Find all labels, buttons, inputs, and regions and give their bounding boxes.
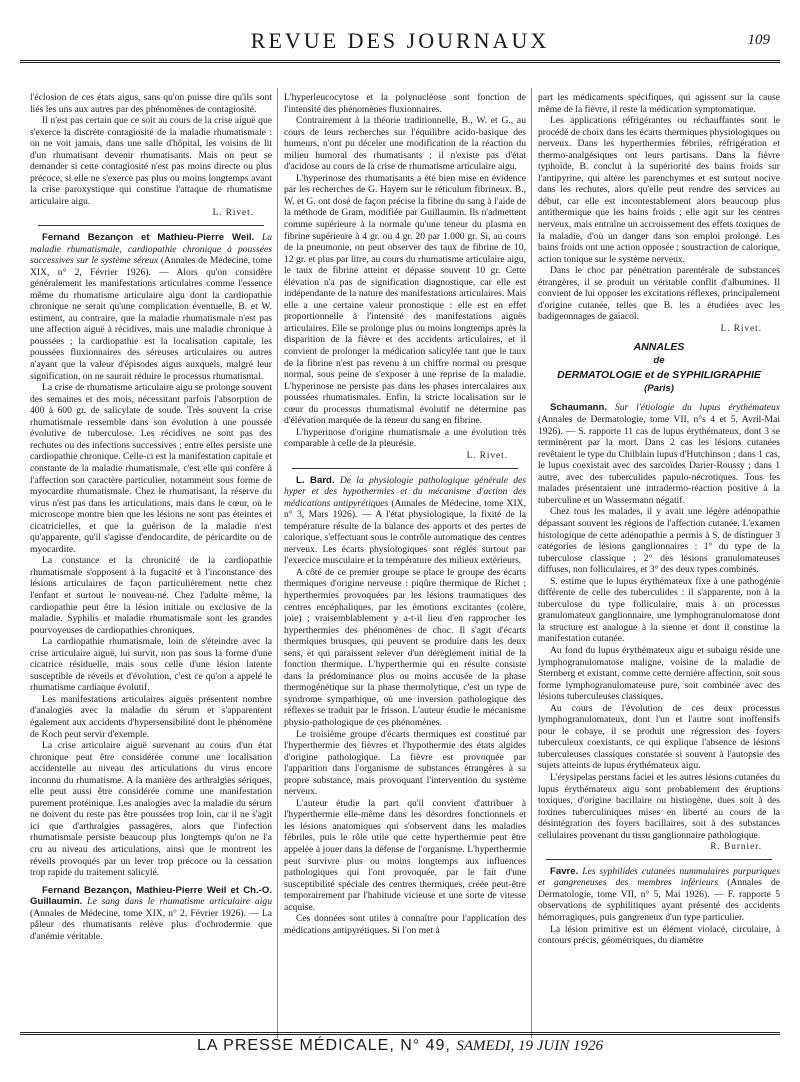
paragraph: Le troisième groupe d'écarts thermiques est constitué par l'hyperthermie des fièvres et l'hypothermie des états algides d'origine pathologique. La fièvre est provoquée par l'apparition dans l'organisme de substances étrangères à sa propre substance, mais provoquant l'intervention du système nerveux. [284, 728, 526, 798]
paragraph: La crise de rhumatisme articulaire aigu se prolonge souvent des semaines et des mois, nécessitant parfois l'absorption de 400 à 600 gr. de salicylate de soude. Très souvent la crise rhumatismale ressemble dans son évolution à une poussée évolutive de tuberculose. Les récidives ne sont pas des rechutes ou des infections successives ; entre elles persiste une cardiopathie chronique. Celle-ci est la manifestation capitale et constante de la maladie rhumatismale, c'est elle qui confère à l'affection son caractère particulier, notamment sous forme de myocardite rhumatismale. Chez le rhumatisant, la réserve du virus n'est pas dans les articulations, mais dans le cœur, où le microscope montre bien que les lésions ne sont pas éteintes et cicatricielles, et que la guérison de la maladie n'est qu'apparente, qu'il s'agisse d'endocardite, de péricardite ou de myocardite. [30, 382, 272, 555]
paragraph: La crise articulaire aiguë survenant au cours d'un état chronique peut être considérée comme une localisation accidentelle au niveau des articulations du virus encore inconnu du rhumatisme. A la manière des arthralgies sériques, elle peut aussi être considérée comme une manifestation purement protéinique. Les analogies avec la maladie du sérum ne doivent du reste pas être poussées trop loin, car il ne s'agit ici que d'arthralgies passagères, alors que l'infection rhumatismale persiste beaucoup plus longtemps qu'on ne l'a cru au niveau des articulations, ainsi que le montrent les réveils provoqués par un lever trop précoce ou la cessation trop rapide du traitement salicylé. [30, 740, 272, 879]
article-heading [538, 402, 780, 506]
article-reference: (Annales de Médecine, tome XIX, n° 3, Mars 1926). [284, 497, 526, 521]
page-number: 109 [747, 32, 770, 48]
paragraph: part les médicaments spécifiques, qui agissent sur la cause même de la fièvre, il reste la médication symptomatique. [538, 92, 780, 115]
paragraph: Chez tous les malades, il y avait une légère adénopathie dépassant souvent les régions de l'affection cutanée. L'examen histologique de cette adénopathie a permis à S. de distinguer 3 catégories de lésions ganglionnaires : 1° du type de la tuberculose classique ; 2° des lésions granulomateuses diffuses, non folliculaires, et 3° des deux types combinés. [538, 506, 780, 576]
article-author: Schaumann. [550, 402, 608, 414]
paragraph: l'éclosion de ces états aigus, sans qu'on puisse dire qu'ils sont liés les uns aux autres par des phénomènes de contagiosité. [30, 92, 272, 115]
paragraph: L'hyperleucocytose et la polynucléose sont fonction de l'intensité des phénomènes fluxionnaires. [284, 92, 526, 115]
page-header [20, 28, 780, 54]
paragraph: Les manifestations articulaires aiguës présentent nombre d'analogies avec la maladie du sérum et s'apparentent également aux accidents d'hypersensibilité dont le phénomène de Koch peut servir d'exemple. [30, 693, 272, 740]
column-separator [531, 88, 532, 1038]
paragraph: Les applications réfrigérantes ou réchauffantes sont le procédé de choix dans les écarts thermiques physiologiques ou nerveux. Dans les hyperthermies fébriles, réfrigération et thermo-analgésiques ont leurs partisans. Dans la fièvre typhoïde, B. conclut à la supériorité des bains froids sur l'antipyrine, qui altère les parenchymes et est surtout nocive dans les rechutes, alors qu'elle peut rendre des services au début, car elle est incontestablement alors beaucoup plus antithermique que les bains froids ; elle agit sur les centres nerveux, mais entraîne un accroissement des effets toxiques de la maladie, d'où un danger dans son emploi prolongé. Les bains froids ont une action opposée ; soustraction de calorique, action tonique sur le système nerveux. [538, 115, 780, 265]
signature: L. Rivet. [212, 207, 254, 218]
divider [292, 468, 518, 469]
article-heading [30, 232, 272, 382]
article-author: Favre. [550, 865, 579, 877]
signature: R. Burnier. [710, 841, 762, 852]
article-reference: (Annales de Médecine, tome XIX, n° 2, Février 1926). [30, 907, 246, 919]
divider [546, 859, 772, 860]
paragraph: L'hyperinose d'origine rhumatismale a une évolution très comparable à celle de la pleurésie. [284, 426, 526, 450]
signature: L. Rivet. [720, 322, 762, 333]
paragraph: — A l'état physiologique, la fixité de la température résulte de la balance des apports et des pertes de calorique, s'effectuant sous le contrôle automatique des centres nerveux. Les écarts physiologiques sont réglés surtout par l'exercice musculaire et la température des milieux extérieurs. [284, 509, 526, 567]
article-heading [30, 885, 272, 943]
divider [38, 225, 264, 226]
paragraph: — F. rapporte 5 observations de syphilitiques ayant présenté des accidents hémorragiques, puis gangreneux d'un type particulier. [538, 888, 780, 923]
paragraph: Au fond du lupus érythémateux aigu et subaigu réside une lymphogranulomatose maligne, voisine de la maladie de Sternberg et existant, comme cette dernière affection, soit sous forme lymphogranulomateuse pure, soit combinée avec des lésions tuberculeuses classiques. [538, 644, 780, 703]
paragraph: La constance et la chronicité de la cardiopathie rhumatismale s'opposent à la fugacité et à l'inconstance des lésions articulaires de façon particulièrement nette chez l'enfant et surtout le nouveau-né. Chez l'adulte même, la cardiopathie peut être la lésion initiale ou exclusive de la maladie. Syphilis et maladie rhumatismale sont les grandes pourvoyeuses de cardiopathies chroniques. [30, 555, 272, 636]
paragraph: L'auteur étudie la part qu'il convient d'attribuer à l'hyperthermie elle-même dans les désordres fonctionnels et les lésions anatomiques qui s'observent dans les maladies fébriles, puis le rôle utile que cette hyperthermie peut être appelée à jouer dans la défense de l'organisme. L'hyperthermie peut survivre plus ou moins longtemps aux influences pathologiques qui l'ont provoquée, par le fait d'une susceptibilité spéciale des centres thermiques, créée peut-être temporairement par l'habitude vicieuse et une sorte de vitesse acquise. [284, 797, 526, 913]
article-reference: (Annales de Dermatologie, tome VII, n° 5, Mai 1926). [538, 877, 780, 900]
column-1 [30, 92, 272, 1032]
journal-section-title: REVUE DES JOURNAUX [250, 28, 550, 53]
paragraph: Contrairement à la théorie traditionnelle, B., W. et G., au cours de leurs recherches sur l'équilibre acido-basique des humeurs, n'ont pu déceler une modification de la réaction du milieu humoral des rhumatisants ; il n'existe pas d'état d'acidose au cours de la crise de rhumatisme articulaire aigu. [284, 115, 526, 173]
signature: L. Rivet. [466, 449, 508, 460]
footer-date: SAMEDI, 19 JUIN 1926 [456, 1038, 603, 1054]
article-reference: (Annales de Médecine, tome XIX, n° 2, Février 1926). [30, 255, 272, 278]
page-footer [20, 1037, 780, 1059]
column-2 [284, 92, 526, 1032]
footer-rule [20, 1032, 780, 1035]
article-heading [284, 475, 526, 567]
footer-journal: LA PRESSE MÉDICALE, N° 49, [197, 1037, 451, 1054]
article-author: Fernand Bezançon et Mathieu-Pierre Weil. [42, 232, 255, 244]
column-separator [277, 88, 278, 1038]
paragraph: — Alors qu'on considère généralement les manifestations articulaires comme l'essence même du rhumatisme articulaire aigu dont la cardiopathie chronique ne serait qu'une complication éventuelle, B. et W. estiment, au contraire, que la maladie rhumatismale n'est pas une affection aiguë à récidives, mais une maladie chronique à poussées ; la cardiopathie est la localisation capitale, les poussées fluxionnaires des séreuses articulaires ou autres n'ayant que la valeur d'épisodes aigus auxquels, malgré leur signification, on ne saurait réduire le processus rhumatismal. [30, 266, 272, 382]
article-heading [538, 866, 780, 924]
paragraph: L'érysipelas perstans faciei et les autres lésions cutanées du lupus érythémateux aigu sont probablement des éruptions toxiques, d'origine bacillaire ou histiogène, dues soit à des toxines tuberculiniques mises en liberté au cours de la désintégration des foyers bacillaires, soit à des substances cellulaires provenant du tissu ganglionnaire pathologique. [538, 771, 780, 841]
section-heading-de: de [653, 355, 665, 367]
paragraph: A côté de ce premier groupe se place le groupe des écarts thermiques d'origine nerveuse : piqûre thermique de Richet ; hyperthermies provoquées par les lésions traumatiques des centres encéphaliques, par les émotions excitantes (colère, joie) ; vraisemblablement y a-t-il lieu d'en rapprocher les hyperthermies des phénomènes de choc. Il s'agit d'écarts thermiques brusques, qui peuvent se produire dans les deux sens, et qui paraissent relever d'un dérèglement initial de la fonction thermique. L'hyperthermie qui en résulte consiste dans la prédominance plus ou moins accusée de la phase thermogénétique sur la phase thermolytique, c'est un type de syndrome sympathique, où une inversion pathologique des réflexes se traduit par le frisson. L'auteur étudie le mécanisme physio-pathologique de ces phénomènes. [284, 566, 526, 728]
paragraph: Ces données sont utiles à connaître pour l'application des médications antipyrétiques. Si l'on met à [284, 913, 526, 936]
paragraph: Il n'est pas certain que ce soit au cours de la crise aiguë que s'exerce la discrète contagiosité de la maladie rhumatismale : on ne voit jamais, dans une salle d'hôpital, les voisins de lit d'un rhumatisant devenir rhumatisants. Mais on peut se demander si cette contagiosité n'est pas moins directe ou plus précoce, si elle ne s'exerce pas plus ou moins longtemps avant la crise paroxystique qui constitue l'attaque de rhumatisme articulaire aigu. [30, 115, 272, 207]
article-author: Fernand Bezançon, Mathieu-Pierre Weil et Ch.-O. Guillaumin. [30, 884, 272, 908]
paragraph: — S. rapporte 11 cas de lupus érythémateux, dont 3 se terminèrent par la mort. Dans 2 cas les lésions cutanées revêtaient le type du Chilblain lupus d'Hutchinson ; dans 1 cas, le lupus coexistait avec des sarcoïdes Darier-Roussy ; dans 1 autre, avec des tuberculides papulo-nécrotiques. Tous les malades présentaient une intradermo-réaction positive à la tuberculine et un Wassermann négatif. [538, 425, 780, 506]
paragraph: La cardiopathie rhumatismale, loin de s'éteindre avec la crise articulaire aiguë, lui survit, non pas sous la forme d'une cicatrice résiduelle, mais sous celle d'une lésion latente susceptible de réveils et d'évolution, c'est ce qu'on a appelé le rhumatisme cardiaque évolutif. [30, 636, 272, 694]
paragraph: La lésion primitive est un élément violacé, circulaire, à contours précis, géométriques, du diamètre [538, 923, 780, 947]
header-rule [20, 60, 780, 63]
paragraph: Au cours de l'évolution de ces deux processus lymphogranulomateux, dont l'un et l'autre sont inoffensifs pour le cobaye, il se produit une régression des foyers tuberculeux coexistants, ce qui explique l'absence de lésions tuberculeuses classiques constatée si souvent à l'autopsie des sujets atteints de lupus érythémateux aigu. [538, 702, 780, 772]
article-title: De la physiologie pathologique générale des hyper et des hypothermies et du mécanisme d'action des médications antipyrétiques [284, 474, 526, 509]
article-reference: (Annales de Dermatologie, tome VII, n°s 4 et 5, Avril-Mai 1926). [538, 414, 780, 437]
paragraph: Dans le choc par pénétration parentérale de substances étrangères, il se produit un véritable conflit d'albumines. Il convient de lui opposer les excitations réflexes, principalement d'origine cutanée, telles que B. les a étudiées avec les badigeonnages de gaïacol. [538, 265, 780, 323]
column-3 [538, 92, 780, 1032]
section-heading-title: DERMATOLOGIE et de SYPHILIGRAPHIE [557, 369, 761, 382]
article-title: Sur l'étiologie du lupus érythémateux [614, 402, 780, 414]
article-title: Les syphilides cutanées nummulaires purpuriques et gangreneuses des membres inférieurs [538, 865, 780, 889]
paragraph: L'hyperinose des rhumatisants a été bien mise en évidence par les recherches de G. Hayem sur le réticulum fibrineux. B., W. et G. ont dosé de façon précise la fibrine du sang à l'aide de la méthode de Gram, modifiée par Guillaumin. Ils n'admettent comme supérieure à la normale qu'une teneur du plasma en fibrine supérieure à 4 gr. ou 4 gr. 20 par 1.000 gr. Si, au cours de la pneumonie, on peut observer des taux de fibrine de 10, 12 gr. et plus par litre, au cours du rhumatisme articulaire aigu, le taux de fibrine atteint et dépasse souvent 10 gr. Cette élévation n'a pas de signification diagnostique, car elle est indépendante de la nature des manifestations articulaires. Mais elle a une certaine valeur pronostique : elle est en effet proportionnelle à l'intensité des manifestations aiguës articulaires. Elle se prolonge plus ou moins longtemps après la disparition de la fièvre et des accidents articulaires, et il convient de prolonger la médication salicylée tant que le taux de la fibrine n'est pas revenu à un chiffre normal ou presque normal, sous peine de s'exposer à une reprise de la maladie. L'hyperinose ne persiste pas dans les phases intercalaires aux poussées rhumatismales. Enfin, la stricte localisation sur le cœur du processus rhumatismal évolutif ne détermine pas d'élévation marquée de la teneur du sang en fibrine. [284, 172, 526, 427]
paragraph: — La pâleur des rhumatisants relève plus d'ochrodermie que d'anémie véritable. [30, 907, 272, 942]
article-author: L. Bard. [296, 474, 335, 486]
article-title: Le sang dans le rhumatisme articulaire aigu [87, 896, 272, 908]
section-heading-place: (Paris) [644, 383, 674, 395]
article-title: La maladie rhumatismale, cardiopathie chronique à poussées successives sur le système séreux [30, 232, 272, 267]
paragraph: S. estime que le lupus érythémateux fixe à une pathogénie différente de celle des tuberculides : il s'apparente, non à la tuberculose du type folliculaire, mais à un processus granulomateux ganglionnaire, une lymphogranulomatose dont la structure est analogue à la sienne et dont il constitue la manifestation cutanée. [538, 575, 780, 645]
section-heading: ANNALES [633, 341, 685, 354]
